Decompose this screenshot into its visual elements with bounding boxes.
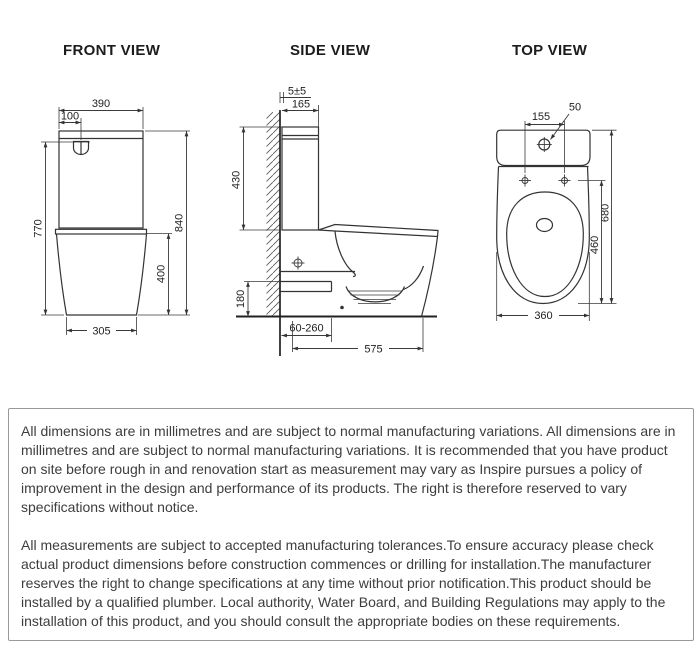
dim-front-tank-width: 390 [91, 98, 111, 110]
dim-side-overall-depth: 575 [364, 343, 383, 356]
top-view-title: TOP VIEW [512, 42, 588, 59]
dim-top-button-hole: 50 [568, 101, 582, 114]
front-pan-outline [57, 234, 147, 315]
dim-front-base-width: 305 [92, 325, 111, 338]
dim-top-seat-length: 460 [589, 235, 601, 255]
front-view-drawing [33, 98, 191, 338]
dim-side-wall-gap: 5±5 [287, 85, 307, 98]
side-pan-front-outline [422, 237, 438, 317]
side-view-drawing [231, 86, 439, 357]
dim-front-pan-height: 400 [155, 264, 168, 284]
side-seat-outline [319, 225, 439, 237]
top-view-drawing [497, 102, 617, 323]
wall-hatching [267, 112, 281, 317]
dim-front-height-to-button: 770 [32, 219, 45, 238]
side-view-title: SIDE VIEW [290, 42, 371, 59]
dim-side-inlet-height: 180 [235, 289, 247, 309]
dim-top-overall-length: 680 [599, 203, 612, 223]
front-pan-rim [56, 229, 147, 234]
top-seat-ring-outline [507, 192, 584, 297]
dim-side-tank-height: 430 [230, 170, 243, 190]
notes-box [8, 408, 694, 641]
top-flush-valve [537, 219, 553, 232]
dim-top-pan-width: 360 [534, 310, 553, 322]
dim-side-outlet-setout: 60-260 [289, 322, 324, 335]
side-cistern-outline [282, 127, 319, 230]
front-cistern-outline [59, 131, 143, 228]
top-cistern-outline [497, 130, 590, 165]
notes-paragraph-2: All measurements are subject to accepted manufacturing tolerances.To ensure accuracy please check actual product dimensions before construction commences or drilling for installation.The manufacturer reserves the right to change specifications at any time without prior notification.This product should be installed by a qualified plumber. Local authority, Water Board, and Building Regulations may apply to the installation of this product, and you should consult the appropriate bodies on these requirements. [21, 537, 666, 629]
dim-top-button-setout: 155 [531, 111, 551, 123]
button-leader-line [551, 114, 570, 140]
top-flush-button [537, 137, 552, 152]
dim-front-button-offset: 100 [60, 110, 80, 123]
top-pan-outline [497, 167, 590, 304]
dim-front-overall-height: 840 [173, 213, 186, 233]
trap-dot [340, 306, 344, 310]
dim-side-tank-depth: 165 [291, 98, 311, 111]
fixing-hole-marker-left [519, 175, 531, 187]
inlet-position-marker [292, 257, 305, 270]
fixing-hole-marker-right [559, 175, 571, 187]
front-view-title: FRONT VIEW [63, 42, 161, 59]
notes-paragraph-1: All dimensions are in millimetres and are subject to normal manufacturing variations. All dimensions are in millimetres and are subject to normal manufacturing variations. It is recommended that you have product on site before rough in and renovation start as measurement may vary as Inspire pursues a policy of improvement in the design and performance of its products. The right is therefore reserved to vary specifications without notice. [21, 423, 676, 515]
